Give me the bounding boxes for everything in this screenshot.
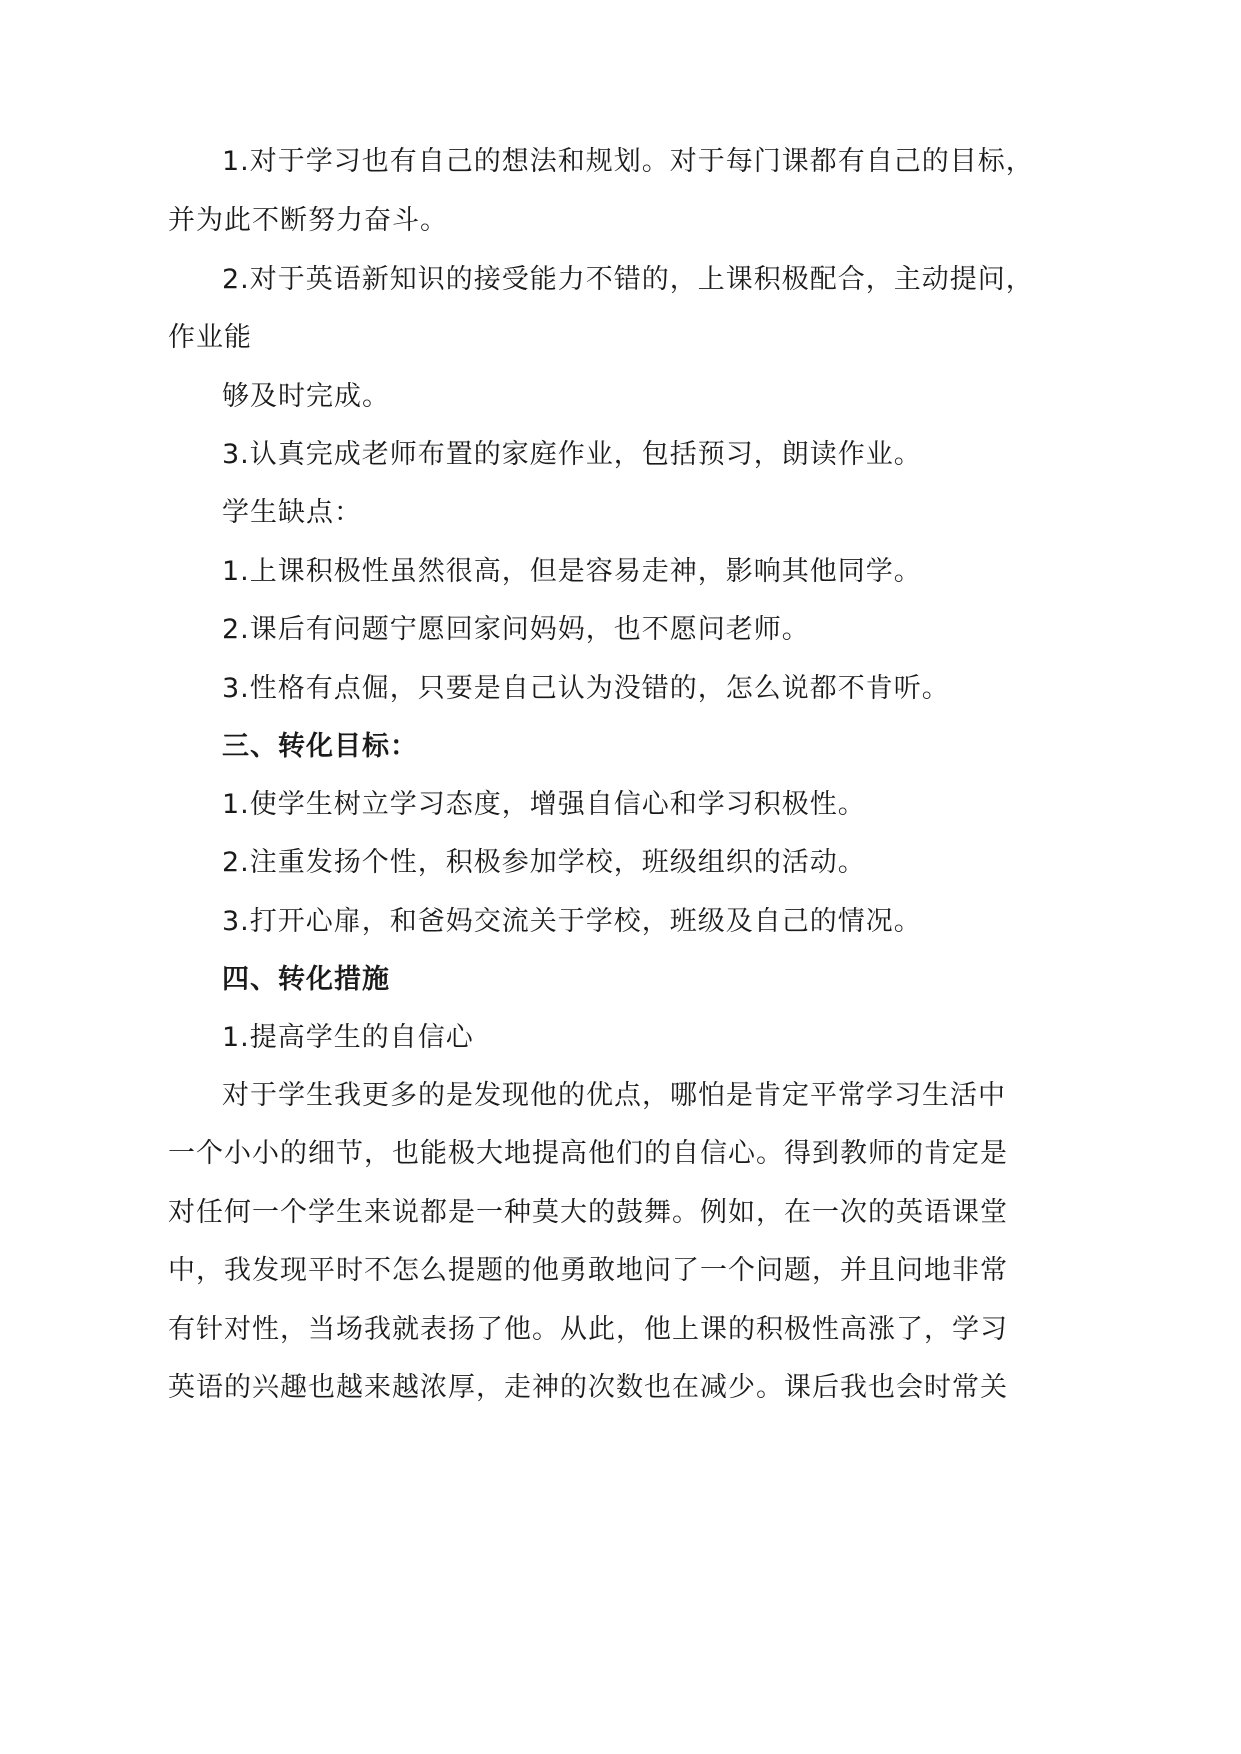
text-line: 对任何一个学生来说都是一种莫大的鼓舞。例如，在一次的英语课堂 bbox=[168, 1197, 1008, 1228]
section-heading: 四、转化措施 bbox=[222, 964, 390, 995]
text-line: 1.上课积极性虽然很高，但是容易走神，影响其他同学。 bbox=[222, 556, 922, 587]
text-line: 学生缺点： bbox=[222, 497, 362, 528]
text-line: 2.对于英语新知识的接受能力不错的，上课积极配合，主动提问， bbox=[222, 264, 1034, 295]
text-line: 1.对于学习也有自己的想法和规划。对于每门课都有自己的目标， bbox=[222, 146, 1034, 177]
text-line: 作业能 bbox=[168, 322, 252, 353]
text-line: 有针对性，当场我就表扬了他。从此，他上课的积极性高涨了，学习 bbox=[168, 1314, 1008, 1345]
text-line: 1.提高学生的自信心 bbox=[222, 1022, 474, 1053]
text-line: 够及时完成。 bbox=[222, 381, 390, 412]
section-heading: 三、转化目标： bbox=[222, 731, 418, 762]
text-line: 3.认真完成老师布置的家庭作业，包括预习，朗读作业。 bbox=[222, 439, 922, 470]
text-line: 2.注重发扬个性，积极参加学校，班级组织的活动。 bbox=[222, 847, 866, 878]
text-line: 并为此不断努力奋斗。 bbox=[168, 205, 448, 236]
text-line: 对于学生我更多的是发现他的优点，哪怕是肯定平常学习生活中 bbox=[222, 1080, 1006, 1111]
text-line: 3.性格有点倔，只要是自己认为没错的，怎么说都不肯听。 bbox=[222, 673, 950, 704]
text-line: 1.使学生树立学习态度，增强自信心和学习积极性。 bbox=[222, 789, 866, 820]
text-line: 3.打开心扉，和爸妈交流关于学校，班级及自己的情况。 bbox=[222, 906, 922, 937]
text-line: 一个小小的细节，也能极大地提高他们的自信心。得到教师的肯定是 bbox=[168, 1138, 1008, 1169]
text-line: 英语的兴趣也越来越浓厚，走神的次数也在减少。课后我也会时常关 bbox=[168, 1372, 1008, 1403]
text-line: 中，我发现平时不怎么提题的他勇敢地问了一个问题，并且问地非常 bbox=[168, 1255, 1008, 1286]
text-line: 2.课后有问题宁愿回家问妈妈，也不愿问老师。 bbox=[222, 614, 810, 645]
